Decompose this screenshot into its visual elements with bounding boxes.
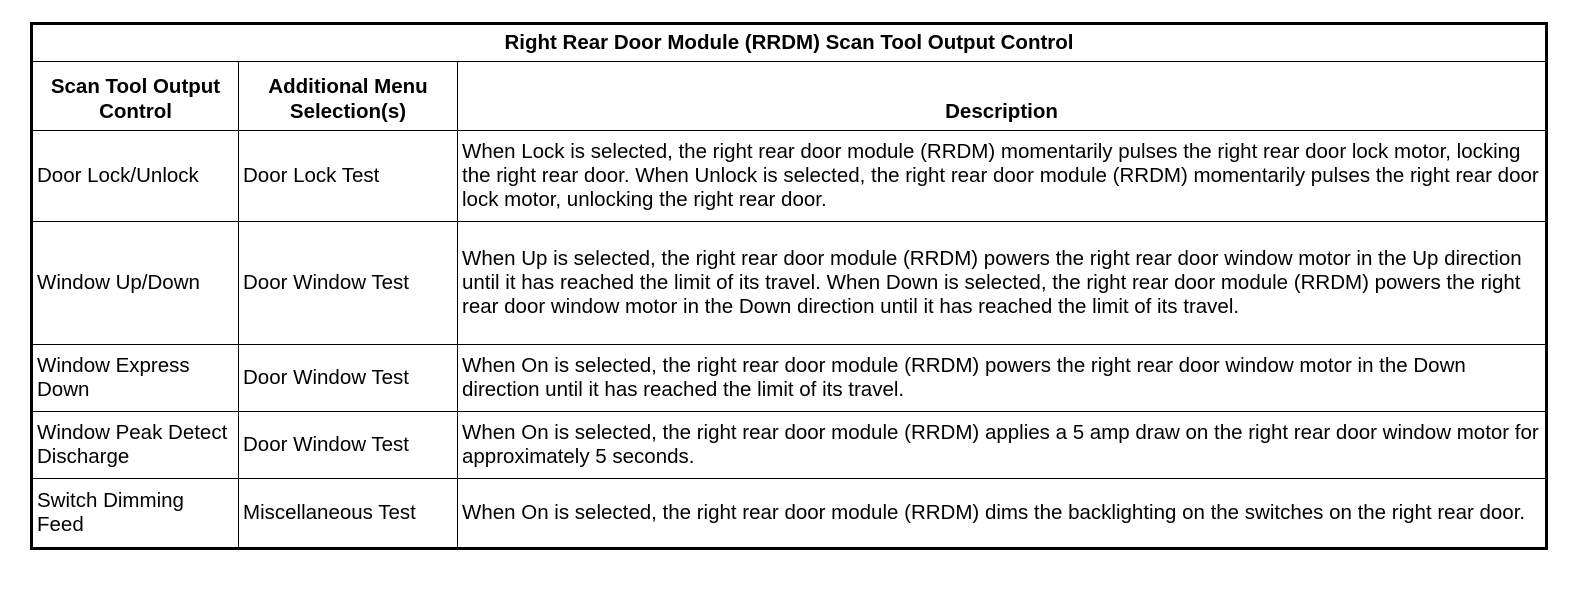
table-row [32,412,1547,479]
output-control-cell: Window Peak Detect Discharge [32,412,239,479]
header-description: Description [458,62,1547,131]
table-row [32,479,1547,549]
output-control-cell: Switch Dimming Feed [32,479,239,549]
description-cell: When On is selected, the right rear door module (RRDM) applies a 5 amp draw on the right rear door window motor for approximately 5 seconds. [458,412,1547,479]
output-control-cell: Window Express Down [32,345,239,412]
output-control-cell: Window Up/Down [32,222,239,345]
description-cell: When Lock is selected, the right rear door module (RRDM) momentarily pulses the right rear door lock motor, locking the right rear door. When Unlock is selected, the right rear door module (RRDM) momentarily pulses the right rear door lock motor, unlocking the right rear door. [458,131,1547,222]
menu-selection-cell: Door Window Test [239,222,458,345]
description-cell: When On is selected, the right rear door module (RRDM) dims the backlighting on the switches on the right rear door. [458,479,1547,549]
output-control-cell: Door Lock/Unlock [32,131,239,222]
header-scan-tool-output-control: Scan Tool Output Control [32,62,239,131]
description-cell: When Up is selected, the right rear door module (RRDM) powers the right rear door window motor in the Up direction until it has reached the limit of its travel. When Down is selected, the right rear door module (RRDM) powers the right rear door window motor in the Down direction until it has reached the limit of its travel. [458,222,1547,345]
table-row [32,345,1547,412]
menu-selection-cell: Door Lock Test [239,131,458,222]
header-additional-menu-selections: Additional Menu Selection(s) [239,62,458,131]
table-title-row [32,24,1547,62]
table-row [32,131,1547,222]
table-row [32,222,1547,345]
output-control-table [30,22,1548,550]
menu-selection-cell: Door Window Test [239,345,458,412]
menu-selection-cell: Miscellaneous Test [239,479,458,549]
description-cell: When On is selected, the right rear door module (RRDM) powers the right rear door window motor in the Down direction until it has reached the limit of its travel. [458,345,1547,412]
table-title: Right Rear Door Module (RRDM) Scan Tool Output Control [32,24,1547,62]
table-header-row [32,62,1547,131]
menu-selection-cell: Door Window Test [239,412,458,479]
